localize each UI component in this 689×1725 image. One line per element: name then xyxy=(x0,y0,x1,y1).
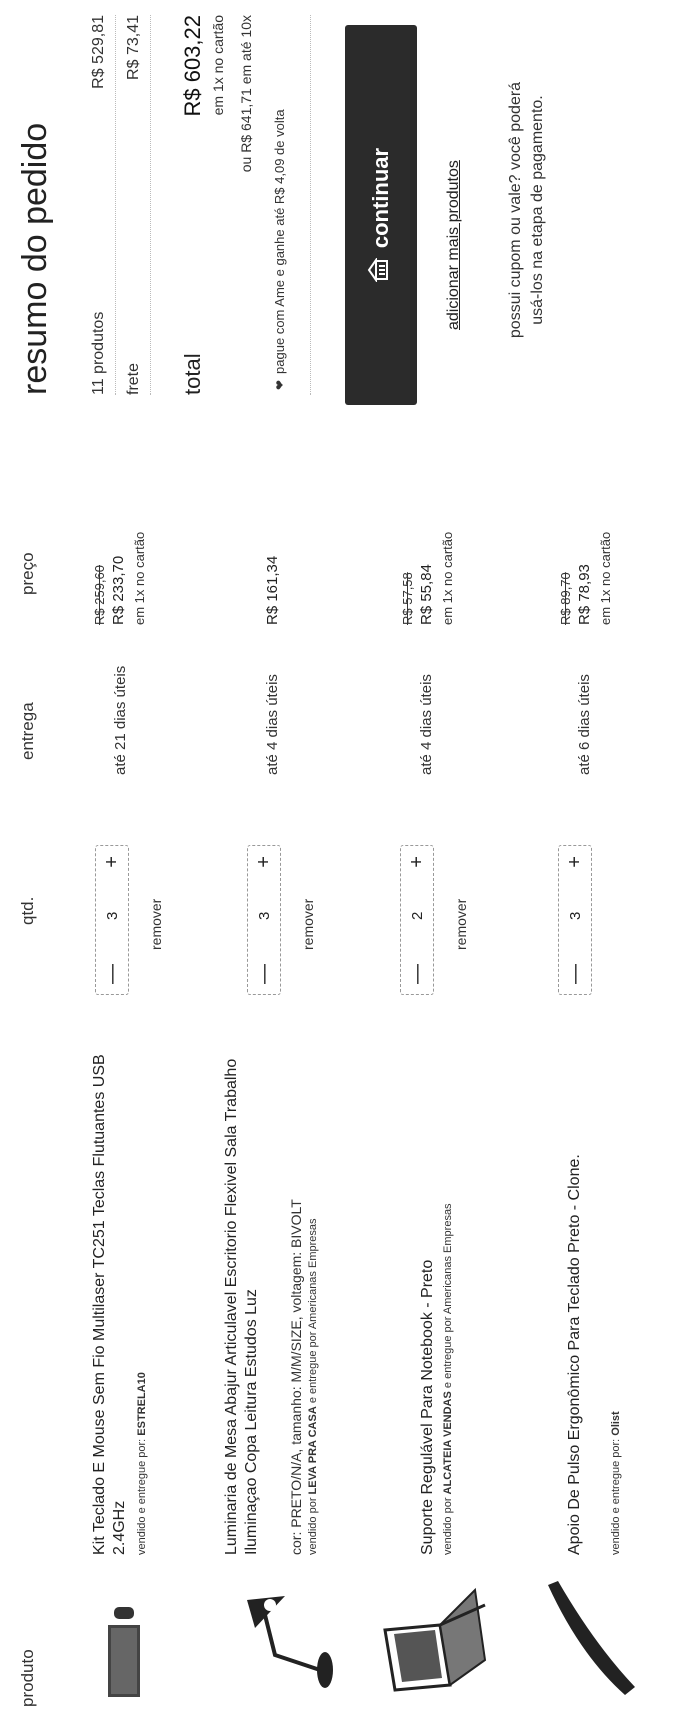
product-image-wrist-rest[interactable] xyxy=(540,1575,640,1705)
shipping-value: R$ 73,41 xyxy=(125,15,142,80)
quantity-value[interactable]: 3 xyxy=(566,911,584,921)
seller-info: vendido por ALCATEIA VENDAS e entregue por Americanas Empresas xyxy=(442,1203,454,1555)
total-label: total xyxy=(180,353,205,395)
products-subtotal: R$ 529,81 xyxy=(90,15,107,89)
seller-info: vendido e entregue por: Olist xyxy=(610,1411,622,1555)
total-value: R$ 603,22 xyxy=(180,15,205,117)
product-title[interactable]: Kit Teclado E Mouse Sem Fio Multilaser TC251 Teclas Flutuantes USB 2.4GHz xyxy=(91,1054,128,1555)
plus-button[interactable]: + xyxy=(100,856,123,868)
quantity-value[interactable]: 3 xyxy=(255,911,273,921)
minus-button[interactable]: — xyxy=(252,964,275,984)
column-header-qty: qtd. xyxy=(18,896,37,925)
column-header-price: preço xyxy=(18,552,37,595)
column-header-delivery: entrega xyxy=(18,702,37,760)
delivery-estimate: até 4 dias úteis xyxy=(418,674,435,775)
alt-installment-total: ou R$ 641,71 em até 10x xyxy=(238,15,254,173)
delivery-estimate: até 21 dias úteis xyxy=(112,665,129,775)
seller-info: vendido por LEVA PRA CASA e entregue por Americanas Empresas xyxy=(307,1218,319,1555)
remove-link[interactable]: remover xyxy=(300,898,316,950)
current-price: R$ 55,84 xyxy=(418,564,435,625)
shipping-label: frete xyxy=(125,362,142,395)
quantity-value[interactable]: 3 xyxy=(103,911,121,921)
quantity-stepper[interactable] xyxy=(558,845,592,995)
plus-button[interactable]: + xyxy=(563,856,586,868)
product-image-stand[interactable] xyxy=(380,1580,490,1700)
minus-button[interactable]: — xyxy=(100,964,123,984)
delivery-estimate: até 6 dias úteis xyxy=(576,674,593,775)
old-price: R$ 259,60 xyxy=(92,565,107,625)
summary-title: resumo do pedido xyxy=(16,122,54,395)
remove-link[interactable]: remover xyxy=(148,898,164,950)
product-variant: cor: PRETO/N/A, tamanho: M/M/SIZE, voltagem: BIVOLT xyxy=(288,1199,304,1555)
products-count-label: 11 produtos xyxy=(90,311,107,395)
installment-note: em 1x no cartão xyxy=(598,531,613,625)
plus-button[interactable]: + xyxy=(405,856,428,868)
ame-cashback-note: ❤ pague com Ame e ganhe até R$ 4,09 de volta xyxy=(272,109,287,390)
installment-note: em 1x no cartão xyxy=(132,531,147,625)
installment-note: em 1x no cartão xyxy=(440,531,455,625)
current-price: R$ 161,34 xyxy=(264,555,281,625)
minus-button[interactable]: — xyxy=(405,964,428,984)
product-title[interactable]: Luminaria de Mesa Abajur Articulavel Escritorio Flexivel Sala Trabalho Iluminaçao Copa Leitura Estudos Luz xyxy=(223,1058,260,1555)
coupon-note: possui cupom ou vale? você poderá usá-los na etapa de pagamento. xyxy=(507,81,546,339)
old-price: R$ 89,70 xyxy=(558,572,573,625)
continue-button[interactable]: continuar xyxy=(345,25,417,405)
add-more-products-link[interactable]: adicionar mais produtos xyxy=(445,160,462,330)
basket-icon xyxy=(367,258,395,282)
seller-info: vendido e entregue por: ESTRELA10 xyxy=(136,1372,148,1555)
quantity-value[interactable]: 2 xyxy=(408,911,426,921)
product-image-lamp[interactable] xyxy=(225,1590,345,1700)
current-price: R$ 233,70 xyxy=(110,555,127,625)
product-title[interactable]: Suporte Regulável Para Notebook - Preto xyxy=(419,1259,436,1555)
remove-link[interactable]: remover xyxy=(453,898,469,950)
plus-button[interactable]: + xyxy=(252,856,275,868)
old-price: R$ 57,58 xyxy=(400,572,415,625)
quantity-stepper[interactable] xyxy=(95,845,129,995)
product-title[interactable]: Apoio De Pulso Ergonômico Para Teclado Preto - Clone. xyxy=(566,1154,583,1555)
quantity-stepper[interactable] xyxy=(247,845,281,995)
current-price: R$ 78,93 xyxy=(576,564,593,625)
delivery-estimate: até 4 dias úteis xyxy=(264,674,281,775)
heart-icon: ❤ xyxy=(272,379,287,390)
total-note: em 1x no cartão xyxy=(210,15,226,116)
quantity-stepper[interactable] xyxy=(400,845,434,995)
column-header-product: produto xyxy=(18,1649,37,1707)
product-image-keyboard[interactable] xyxy=(100,1607,150,1697)
minus-button[interactable]: — xyxy=(563,964,586,984)
